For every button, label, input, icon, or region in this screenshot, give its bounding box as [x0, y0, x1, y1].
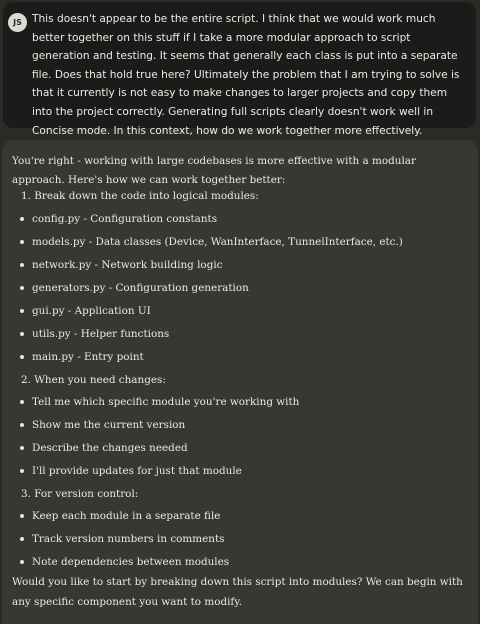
- list-item-text: Describe the changes needed: [32, 442, 188, 454]
- user-avatar[interactable]: JS: [8, 13, 27, 32]
- user-message: [3, 2, 476, 137]
- assistant-intro: You're right - working with large codebases is more effective with a modular approach. Here's how we can work together better:: [12, 155, 416, 186]
- list-item: [20, 439, 188, 457]
- list-item-text: utils.py - Helper functions: [32, 328, 170, 340]
- bullet-dot: [20, 423, 24, 427]
- user-message-text: This doesn't appear to be the entire script. I think that we would work much better together on this stuff if I take a more modular approach to script generation and testing. It seems that generally each class is put into a separate file. Does that hold true here? Ultimately the problem that I am trying to solve is that it currently is not easy to make changes to larger projects and copy them into the project correctly. Generating full scripts clearly doesn't work well in Concise mode. In this context, how do we work together more effectively.: [32, 13, 460, 137]
- assistant-message: [2, 140, 478, 624]
- list-item: [20, 507, 220, 525]
- bullet-dot: [20, 514, 24, 518]
- list-item: [20, 210, 217, 228]
- bullet-dot: [20, 240, 24, 244]
- list-item-text: Tell me which specific module you're working with: [32, 396, 300, 408]
- bullet-dot: [20, 446, 24, 450]
- step-label: 2. When you need changes:: [21, 374, 166, 386]
- list-item: [20, 462, 242, 480]
- bullet-dot: [20, 217, 24, 221]
- list-item-text: Show me the current version: [32, 419, 186, 431]
- list-item-text: generators.py - Configuration generation: [32, 282, 249, 294]
- list-item: [20, 553, 229, 571]
- list-item-text: network.py - Network building logic: [32, 259, 223, 271]
- list-item: [20, 416, 185, 434]
- list-item: [20, 302, 151, 320]
- list-item: [20, 325, 169, 343]
- bullet-dot: [20, 469, 24, 473]
- list-item-text: main.py - Entry point: [32, 351, 144, 363]
- list-item-text: Keep each module in a separate file: [32, 510, 221, 522]
- bullet-dot: [20, 286, 24, 290]
- assistant-outro: Would you like to start by breaking down this script into modules? We can begin with any specific component you want to modify.: [12, 576, 463, 608]
- bullet-dot: [20, 309, 24, 313]
- list-item: [20, 393, 299, 411]
- list-item-text: models.py - Data classes (Device, WanInterface, TunnelInterface, etc.): [32, 236, 403, 248]
- list-item-text: Track version numbers in comments: [32, 533, 225, 545]
- bullet-dot: [20, 537, 24, 541]
- bullet-dot: [20, 560, 24, 564]
- list-item: [20, 256, 223, 274]
- list-item: [20, 348, 144, 366]
- step-label: 3. For version control:: [21, 488, 139, 500]
- list-item: [20, 233, 403, 251]
- bullet-dot: [20, 400, 24, 404]
- list-item: [20, 530, 225, 548]
- step-label: 1. Break down the code into logical modules:: [21, 190, 259, 202]
- list-item: [20, 279, 249, 297]
- list-item-text: gui.py - Application UI: [32, 305, 151, 317]
- bullet-dot: [20, 332, 24, 336]
- list-item-text: config.py - Configuration constants: [32, 213, 218, 225]
- bullet-dot: [20, 355, 24, 359]
- list-item-text: I'll provide updates for just that module: [32, 465, 242, 477]
- list-item-text: Note dependencies between modules: [32, 556, 230, 568]
- bullet-dot: [20, 263, 24, 267]
